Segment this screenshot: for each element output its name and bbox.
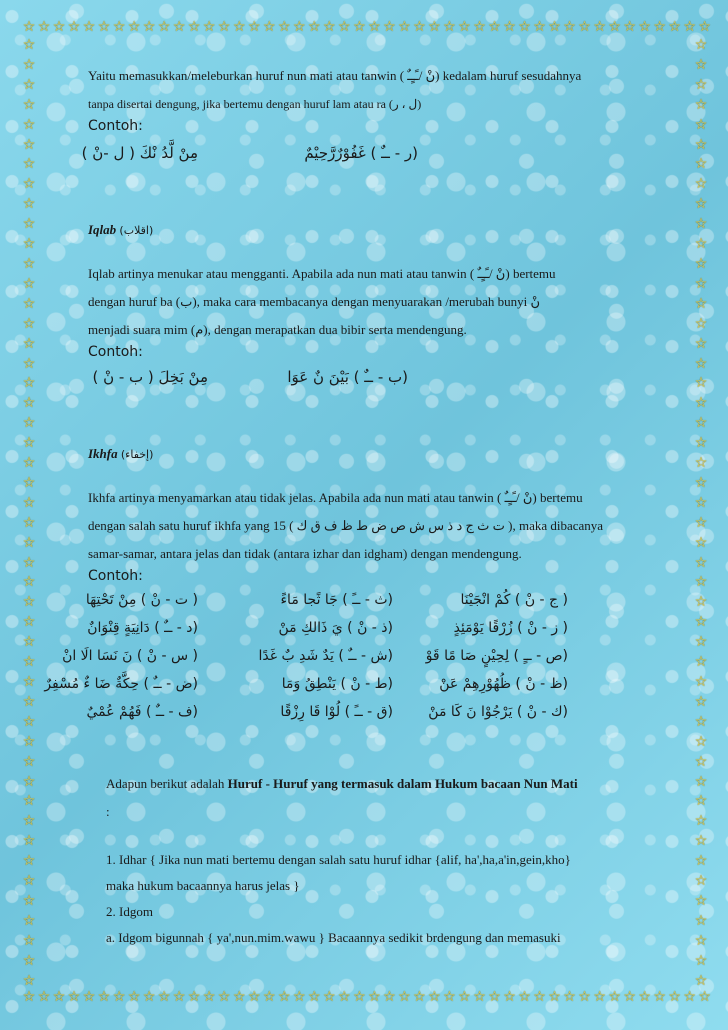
heading-title: Ikhfa [88, 446, 118, 461]
star-icon: ☆ [694, 196, 708, 213]
star-icon: ☆ [668, 989, 681, 1005]
star-icon: ☆ [22, 514, 36, 531]
section-heading [88, 446, 153, 462]
star-icon: ☆ [262, 989, 276, 1005]
star-icon: ☆ [398, 19, 411, 35]
star-icon: ☆ [563, 19, 576, 35]
star-icon: ☆ [202, 989, 216, 1005]
arabic-example: (د - ــٌ ) دَانِيَةٍ قِنْوَانٌ [87, 620, 198, 636]
star-icon: ☆ [694, 216, 708, 233]
star-icon: ☆ [22, 295, 36, 312]
arabic-example: (ف - ــٌ ) فَهُمْ عُمْيٌ [86, 704, 198, 720]
star-icon: ☆ [82, 19, 96, 35]
star-icon: ☆ [698, 19, 711, 35]
star-icon: ☆ [277, 19, 291, 35]
star-icon: ☆ [22, 773, 36, 790]
star-icon: ☆ [22, 833, 36, 850]
star-icon: ☆ [22, 355, 36, 372]
star-icon: ☆ [323, 989, 336, 1005]
star-icon: ☆ [172, 19, 186, 35]
star-icon: ☆ [694, 37, 708, 53]
star-icon: ☆ [683, 989, 696, 1005]
star-icon: ☆ [22, 813, 36, 830]
star-icon: ☆ [488, 989, 501, 1005]
star-icon: ☆ [694, 514, 708, 531]
star-icon: ☆ [623, 19, 636, 35]
arabic-example: (ق - ــً ) لُوْا قَا رِزْقًا [280, 704, 393, 720]
star-icon: ☆ [97, 19, 111, 35]
star-icon: ☆ [22, 989, 36, 1005]
star-icon: ☆ [368, 989, 381, 1005]
star-icon: ☆ [653, 19, 666, 35]
arabic-example: (ط - نْ ) يَنْطِقُ وَمَا [281, 676, 393, 692]
star-icon: ☆ [247, 989, 261, 1005]
arabic-example: (ذ - نْ ) يَ ذَالكِ مَنْ [278, 620, 393, 636]
star-icon: ☆ [694, 255, 708, 272]
arabic-example: (ص - ــٍ ) لِحِيْنٍ صَا مًا قَوْ [425, 648, 568, 664]
star-icon: ☆ [127, 989, 141, 1005]
star-icon: ☆ [22, 873, 36, 890]
star-icon: ☆ [277, 989, 291, 1005]
star-icon: ☆ [518, 989, 531, 1005]
star-icon: ☆ [383, 989, 396, 1005]
list-item: 2. Idgom [106, 904, 153, 919]
star-icon: ☆ [683, 19, 696, 35]
star-icon: ☆ [694, 773, 708, 790]
star-icon: ☆ [694, 833, 708, 850]
star-icon: ☆ [503, 19, 516, 35]
star-icon: ☆ [694, 395, 708, 412]
star-icon: ☆ [22, 912, 36, 929]
list-item: a. Idgom bigunnah { ya',nun.mim.wawu } Bacaannya sedikit brdengung dan memasuki [106, 930, 561, 945]
star-icon: ☆ [428, 19, 441, 35]
intro-text: Adapun berikut adalah [106, 776, 228, 791]
star-icon: ☆ [112, 989, 126, 1005]
star-icon: ☆ [22, 136, 36, 153]
arabic-example: ( ز - نْ ) زُرْقًا يَوْمَئِذٍ [453, 620, 568, 636]
para-line: dengan salah satu huruf ikhfa yang 15 ( ت ث ج د ذ س ش ص ض ط ظ ف ق ك ), maka dibacanya [88, 518, 604, 533]
star-icon: ☆ [22, 176, 36, 193]
star-icon: ☆ [694, 574, 708, 591]
star-icon: ☆ [698, 989, 711, 1005]
star-icon: ☆ [22, 594, 36, 611]
star-icon: ☆ [308, 19, 321, 35]
summary-intro [106, 776, 578, 792]
star-icon: ☆ [428, 989, 441, 1005]
para-line: menjadi suara mim (م), dengan merapatkan dua bibir serta mendengung. [88, 322, 467, 337]
arabic-example: (ش - ــٌ ) يَدٌ شَدِ بٌ غَدًا [258, 648, 393, 664]
star-icon: ☆ [22, 56, 36, 73]
star-icon: ☆ [694, 813, 708, 830]
star-icon: ☆ [694, 793, 708, 810]
star-icon: ☆ [187, 19, 201, 35]
star-icon: ☆ [593, 19, 606, 35]
star-icon: ☆ [694, 315, 708, 332]
contoh-label: Contoh: [88, 568, 143, 584]
star-icon: ☆ [694, 275, 708, 292]
star-icon: ☆ [353, 19, 366, 35]
star-icon: ☆ [694, 674, 708, 690]
star-icon: ☆ [368, 19, 381, 35]
star-icon: ☆ [694, 873, 708, 890]
star-icon: ☆ [22, 674, 36, 690]
star-icon: ☆ [694, 116, 708, 133]
arabic-example: ( ت - نْ ) مِنْ تَحْتِهَا [85, 592, 198, 608]
star-icon: ☆ [172, 989, 186, 1005]
star-icon: ☆ [694, 335, 708, 352]
star-icon: ☆ [232, 19, 246, 35]
star-icon: ☆ [398, 989, 411, 1005]
star-icon: ☆ [608, 989, 621, 1005]
arabic-example: ( س - نْ ) نَ نَسَا الَا انْ [62, 648, 198, 664]
star-icon: ☆ [694, 494, 708, 511]
star-icon: ☆ [638, 989, 651, 1005]
star-icon: ☆ [22, 574, 36, 591]
star-icon: ☆ [694, 236, 708, 253]
star-icon: ☆ [22, 554, 36, 571]
star-icon: ☆ [308, 989, 321, 1005]
star-icon: ☆ [112, 19, 126, 35]
star-icon: ☆ [473, 19, 486, 35]
star-icon: ☆ [22, 713, 36, 730]
star-icon: ☆ [694, 693, 708, 710]
star-icon: ☆ [488, 19, 501, 35]
star-icon: ☆ [694, 654, 708, 671]
bottom-star-border [22, 990, 712, 1008]
star-icon: ☆ [67, 19, 81, 35]
star-icon: ☆ [217, 19, 231, 35]
star-icon: ☆ [443, 19, 456, 35]
star-icon: ☆ [694, 96, 708, 113]
star-icon: ☆ [22, 116, 36, 133]
star-icon: ☆ [22, 335, 36, 352]
top-star-border [22, 20, 712, 38]
star-icon: ☆ [694, 594, 708, 611]
star-icon: ☆ [157, 989, 171, 1005]
star-icon: ☆ [22, 972, 36, 989]
arabic-example: ( ج - نْ ) كُمْ انْجَيْنَا [460, 592, 568, 608]
arabic-example: مِنْ لَّدُ نْكَ ( ل -نْ ) [81, 144, 198, 162]
contoh-label: Contoh: [88, 118, 143, 134]
star-icon: ☆ [694, 952, 708, 969]
para-line: Ikhfa artinya menyamarkan atau tidak jelas. Apabila ada nun mati atau tanwin ( نْ /ـًـٍـٌ) bertemu [88, 490, 583, 505]
star-icon: ☆ [443, 989, 456, 1005]
star-icon: ☆ [548, 989, 561, 1005]
star-icon: ☆ [694, 435, 708, 452]
star-icon: ☆ [142, 19, 156, 35]
star-icon: ☆ [578, 19, 591, 35]
star-icon: ☆ [22, 693, 36, 710]
arabic-example: (ب - ــٌ ) بَيْنَ نٌ عَوَا [287, 368, 408, 386]
heading-title: Iqlab [88, 222, 117, 237]
star-icon: ☆ [694, 355, 708, 372]
para-line: Iqlab artinya menukar atau mengganti. Apabila ada nun mati atau tanwin ( نْ /ـًـٍـٌ) bertemu [88, 266, 556, 281]
star-icon: ☆ [694, 634, 708, 651]
star-icon: ☆ [653, 989, 666, 1005]
star-icon: ☆ [22, 534, 36, 551]
star-icon: ☆ [22, 793, 36, 810]
star-icon: ☆ [638, 19, 651, 35]
star-icon: ☆ [22, 733, 36, 750]
star-icon: ☆ [22, 395, 36, 412]
para-line: tanpa disertai dengung, jika bertemu dengan huruf lam atau ra (ل ، ر) [88, 97, 422, 111]
star-icon: ☆ [353, 989, 366, 1005]
star-icon: ☆ [578, 989, 591, 1005]
star-icon: ☆ [82, 989, 96, 1005]
star-icon: ☆ [694, 713, 708, 730]
star-icon: ☆ [262, 19, 276, 35]
star-icon: ☆ [338, 989, 351, 1005]
arabic-example: (ر - ــٌ ) غَفُوْرٌرَّحِيْمٌ [304, 144, 418, 162]
star-icon: ☆ [22, 455, 36, 472]
arabic-example: (ك - نْ ) يَرْجُوْا نَ كَا مَنْ [428, 704, 568, 720]
star-icon: ☆ [293, 989, 306, 1005]
star-icon: ☆ [37, 989, 51, 1005]
star-icon: ☆ [694, 534, 708, 551]
star-icon: ☆ [22, 19, 36, 35]
star-icon: ☆ [413, 19, 426, 35]
star-icon: ☆ [694, 76, 708, 93]
para-line: dengan huruf ba (ب), maka cara membacanya dengan menyuarakan /merubah bunyi نْ [88, 294, 541, 309]
star-icon: ☆ [694, 455, 708, 472]
star-icon: ☆ [37, 19, 51, 35]
star-icon: ☆ [22, 37, 36, 53]
star-icon: ☆ [22, 892, 36, 909]
star-icon: ☆ [22, 614, 36, 631]
star-icon: ☆ [563, 989, 576, 1005]
star-icon: ☆ [217, 989, 231, 1005]
star-icon: ☆ [142, 989, 156, 1005]
star-icon: ☆ [458, 989, 471, 1005]
star-icon: ☆ [694, 295, 708, 312]
star-icon: ☆ [694, 614, 708, 631]
list-item: 1. Idhar { Jika nun mati bertemu dengan salah satu huruf idhar {alif, ha',ha,a'in,gein,kho} [106, 852, 571, 867]
star-icon: ☆ [694, 972, 708, 989]
star-icon: ☆ [22, 216, 36, 233]
star-icon: ☆ [22, 415, 36, 432]
star-icon: ☆ [694, 753, 708, 770]
star-icon: ☆ [22, 236, 36, 253]
star-icon: ☆ [694, 554, 708, 571]
star-icon: ☆ [22, 196, 36, 213]
star-icon: ☆ [22, 315, 36, 332]
star-icon: ☆ [187, 989, 201, 1005]
star-icon: ☆ [694, 932, 708, 949]
heading-arabic: (إخفاء) [120, 448, 154, 461]
star-icon: ☆ [22, 156, 36, 173]
para-line: samar-samar, antara jelas dan tidak (antara izhar dan idgham) dengan mendengung. [88, 546, 522, 561]
star-icon: ☆ [694, 136, 708, 153]
arabic-example: مِنْ بَخِلَ ( ب - نْ ) [92, 368, 208, 386]
star-icon: ☆ [52, 989, 66, 1005]
star-icon: ☆ [694, 176, 708, 193]
star-icon: ☆ [22, 634, 36, 651]
heading-arabic: (اقلاب) [119, 224, 154, 237]
star-icon: ☆ [22, 494, 36, 511]
star-icon: ☆ [22, 76, 36, 93]
star-icon: ☆ [52, 19, 66, 35]
star-icon: ☆ [503, 989, 516, 1005]
right-star-border [694, 38, 712, 988]
star-icon: ☆ [127, 19, 141, 35]
star-icon: ☆ [608, 19, 621, 35]
star-icon: ☆ [533, 989, 546, 1005]
star-icon: ☆ [22, 375, 36, 392]
star-icon: ☆ [97, 989, 111, 1005]
star-icon: ☆ [694, 156, 708, 173]
star-icon: ☆ [694, 56, 708, 73]
star-icon: ☆ [293, 19, 306, 35]
summary-colon: : [106, 804, 110, 819]
arabic-example: (ظ - نْ ) ظُهُوْرِهِمْ عَنْ [439, 676, 568, 692]
star-icon: ☆ [22, 654, 36, 671]
star-icon: ☆ [22, 275, 36, 292]
star-icon: ☆ [323, 19, 336, 35]
star-icon: ☆ [458, 19, 471, 35]
star-icon: ☆ [593, 989, 606, 1005]
star-icon: ☆ [67, 989, 81, 1005]
star-icon: ☆ [202, 19, 216, 35]
list-item: maka hukum bacaannya harus jelas } [106, 878, 300, 893]
star-icon: ☆ [518, 19, 531, 35]
left-star-border [22, 38, 40, 988]
star-icon: ☆ [473, 989, 486, 1005]
star-icon: ☆ [668, 19, 681, 35]
star-icon: ☆ [623, 989, 636, 1005]
star-icon: ☆ [22, 932, 36, 949]
star-icon: ☆ [157, 19, 171, 35]
para-line: Yaitu memasukkan/meleburkan huruf nun mati atau tanwin ( نْ /ـًـٍـٌ) kedalam huruf sesudahnya [88, 68, 582, 83]
arabic-example: (ض - ــٌ ) حِكَّةٌ ضَا ءٌ مُسْفِرٌ [44, 676, 198, 692]
star-icon: ☆ [22, 255, 36, 272]
star-icon: ☆ [22, 753, 36, 770]
star-icon: ☆ [22, 96, 36, 113]
star-icon: ☆ [694, 853, 708, 870]
section-heading [88, 222, 153, 238]
star-icon: ☆ [247, 19, 261, 35]
intro-bold: Huruf - Huruf yang termasuk dalam Hukum bacaan Nun Mati [227, 776, 578, 791]
star-icon: ☆ [694, 892, 708, 909]
star-icon: ☆ [22, 853, 36, 870]
star-icon: ☆ [22, 435, 36, 452]
star-icon: ☆ [694, 415, 708, 432]
star-icon: ☆ [338, 19, 351, 35]
star-icon: ☆ [232, 989, 246, 1005]
star-icon: ☆ [383, 19, 396, 35]
star-icon: ☆ [413, 989, 426, 1005]
star-icon: ☆ [22, 474, 36, 491]
star-icon: ☆ [694, 733, 708, 750]
star-icon: ☆ [694, 375, 708, 392]
star-icon: ☆ [548, 19, 561, 35]
star-icon: ☆ [694, 912, 708, 929]
star-icon: ☆ [533, 19, 546, 35]
contoh-label: Contoh: [88, 344, 143, 360]
star-icon: ☆ [22, 952, 36, 969]
arabic-example: (ث - ــً ) جَا ثًجا مَاءً [280, 592, 393, 608]
star-icon: ☆ [694, 474, 708, 491]
